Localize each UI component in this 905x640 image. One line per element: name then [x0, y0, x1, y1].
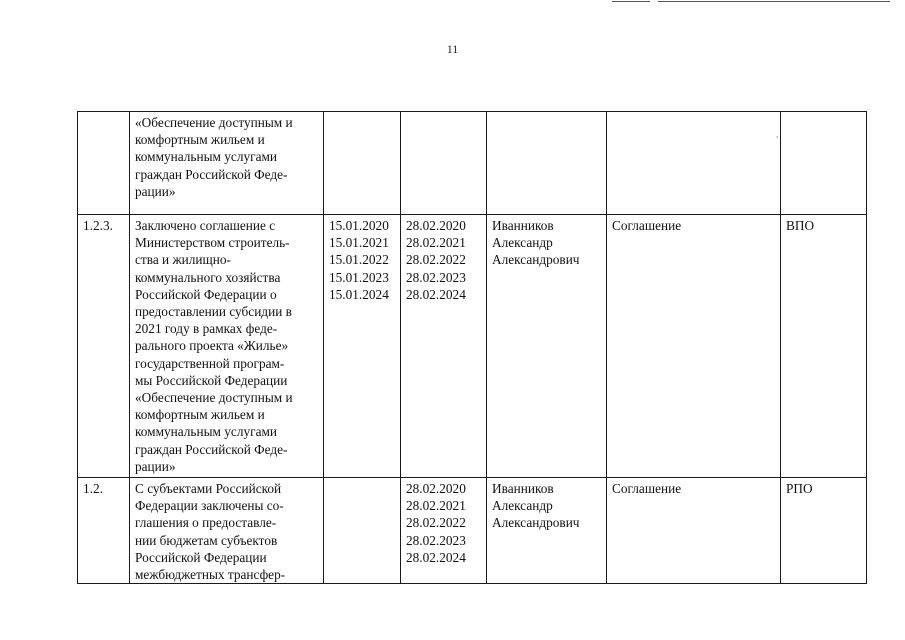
- table-row: [78, 112, 867, 215]
- row-start-dates: 15.01.2020 15.01.2021 15.01.2022 15.01.2023 15.01.2024: [324, 215, 401, 478]
- row-document: [607, 112, 781, 215]
- row-number: 1.2.3.: [78, 215, 130, 478]
- row-number: 1.2.: [78, 478, 130, 584]
- header-rule-right: [658, 1, 890, 2]
- row-responsible: Иванников Александр Александрович: [487, 478, 607, 584]
- row-level: [781, 112, 867, 215]
- row-start-dates: [324, 478, 401, 584]
- row-responsible: Иванников Александр Александрович: [487, 215, 607, 478]
- row-start-dates: [324, 112, 401, 215]
- row-description: «Обеспечение доступным и комфортным жильем и коммунальным услугами граждан Российской Феде- рации»: [130, 112, 324, 215]
- row-end-dates: 28.02.2020 28.02.2021 28.02.2022 28.02.2023 28.02.2024: [401, 215, 487, 478]
- row-level: ВПО: [781, 215, 867, 478]
- row-description: С субъектами Российской Федерации заключены со- глашения о предоставле- нии бюджетам субъектов Российской Федерации межбюджетных трансфер-: [130, 478, 324, 584]
- row-document: Соглашение: [607, 478, 781, 584]
- scan-speck: ,: [776, 129, 779, 139]
- table-row: [78, 478, 867, 584]
- table-row: [78, 215, 867, 478]
- header-rule-left: [612, 1, 650, 2]
- row-document: Соглашение: [607, 215, 781, 478]
- row-number: [78, 112, 130, 215]
- row-responsible: [487, 112, 607, 215]
- row-end-dates: [401, 112, 487, 215]
- row-description: Заключено соглашение с Министерством строитель- ства и жилищно- коммунального хозяйства Российской Федерации о предоставлении субсидии в 2021 году в рамках феде- рального проекта «Жилье» государственной програм- мы Российской Федерации «Обеспечение доступным и комфортным жильем и коммунальным услугами граждан Российской Феде- рации»: [130, 215, 324, 478]
- page-number: 11: [446, 42, 459, 56]
- row-end-dates: 28.02.2020 28.02.2021 28.02.2022 28.02.2023 28.02.2024: [401, 478, 487, 584]
- row-level: РПО: [781, 478, 867, 584]
- schedule-table: [77, 111, 867, 584]
